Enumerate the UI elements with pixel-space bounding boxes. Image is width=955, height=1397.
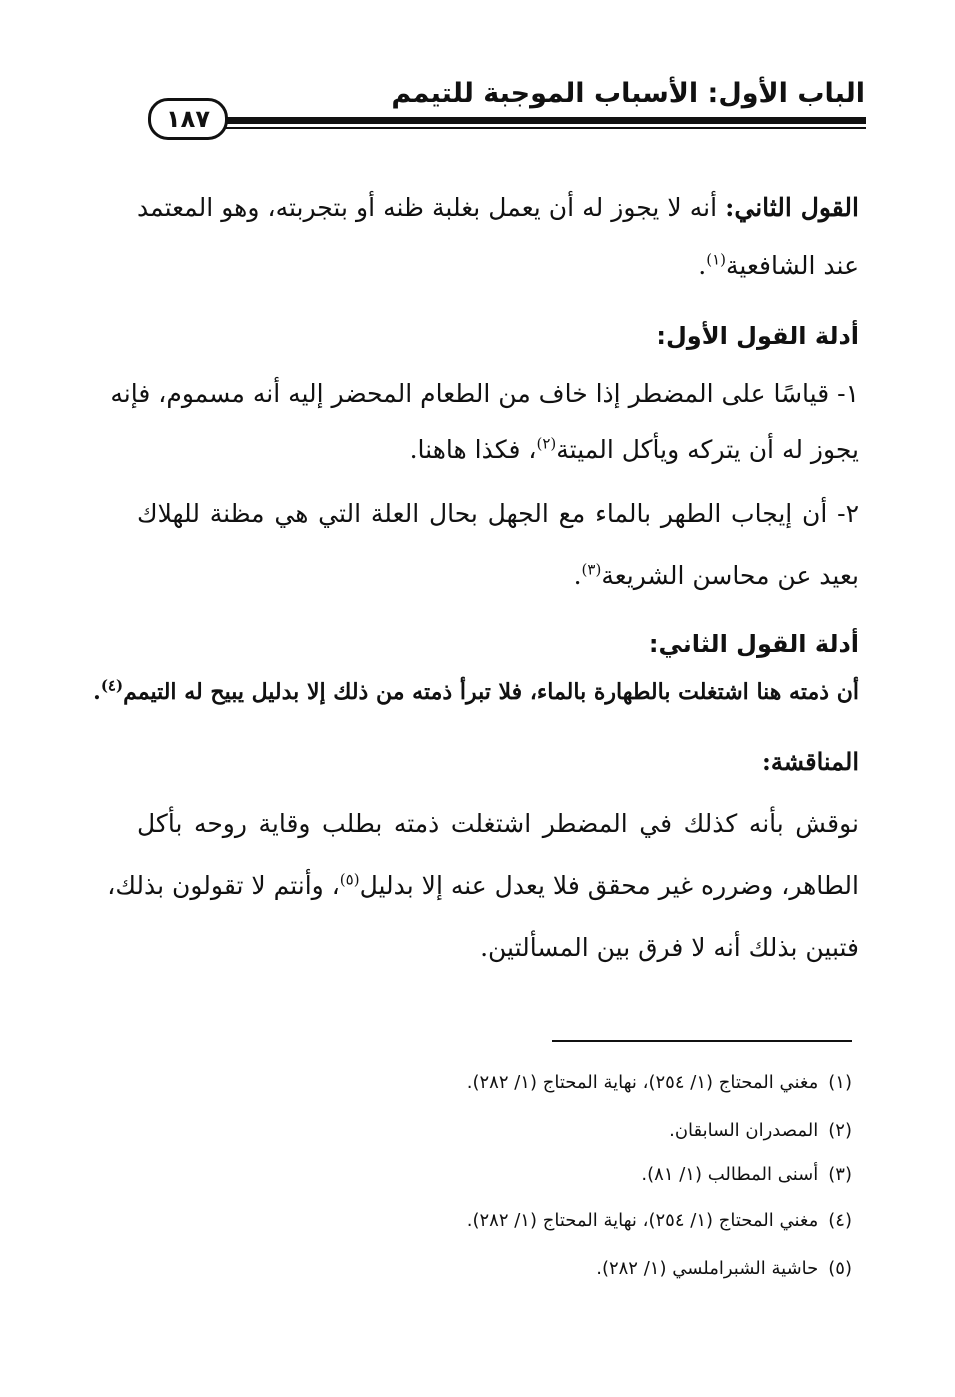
page-number: ١٨٧ [148, 98, 228, 140]
header-rule [210, 117, 866, 124]
list-item-line [137, 556, 859, 596]
footnote-number: (٣) [828, 1164, 852, 1185]
paragraph-text: . [698, 251, 707, 280]
paragraph-text: . [93, 679, 101, 705]
list-item-line: ١- قياسًا على المضطر إذا خاف من الطعام المحضر إليه أنه مسموم، فإنه [110, 379, 859, 408]
paragraph-text: ، وأنتم لا تقولون بذلك، [107, 871, 340, 900]
footnote [212, 1254, 852, 1284]
footnote [212, 1068, 852, 1098]
footnote-number: (٢) [828, 1120, 852, 1141]
paragraph-line [93, 672, 859, 712]
running-title: الباب الأول: الأسباب الموجبة للتيمم [391, 78, 865, 109]
paragraph-line: فتبين بذلك أنه لا فرق بين المسألتين. [480, 933, 859, 962]
footnote-ref: (٢) [536, 434, 557, 453]
footnote-ref: (٣) [581, 560, 602, 579]
paragraph-text: أن ذمته هنا اشتغلت بالطهارة بالماء، فلا تبرأ ذمته من ذلك إلا بدليل يبيح له التيمم [123, 679, 859, 705]
footnote-ref: (٥) [339, 870, 360, 889]
list-item-line: ٢- أن إيجاب الطهر بالماء مع الجهل بحال العلة التي هي مظنة للهلاك [137, 499, 859, 528]
footnote-ref: (٤) [100, 676, 124, 695]
footnote-text: أسنى المطالب (١/ ٨١). [641, 1164, 819, 1185]
list-item-line [137, 430, 859, 470]
paragraph-text: يجوز له أن يتركه ويأكل الميتة [556, 435, 859, 464]
footnote-text: مغني المحتاج (١/ ٢٥٤)، نهاية المحتاج (١/ ٢٨٢). [466, 1072, 819, 1093]
paragraph-text: . [573, 561, 582, 590]
section-heading: أدلة القول الأول: [656, 322, 859, 350]
footnote [212, 1116, 852, 1146]
footnote-ref: (١) [706, 250, 727, 269]
paragraph-text: بعيد عن محاسن الشريعة [601, 561, 859, 590]
paragraph-text: عند الشافعية [726, 251, 859, 280]
paragraph-lead: القول الثاني: [725, 193, 859, 222]
section-heading: أدلة القول الثاني: [648, 630, 859, 658]
paragraph-line [137, 188, 859, 228]
footnote-number: (٤) [828, 1210, 852, 1231]
paragraph-line [107, 866, 859, 906]
header-rule-thin [210, 127, 866, 129]
footnote-text: مغني المحتاج (١/ ٢٥٤)، نهاية المحتاج (١/ ٢٨٢). [466, 1210, 819, 1231]
paragraph-text: أنه لا يجوز له أن يعمل بغلبة ظنه أو بتجربته، وهو المعتمد [137, 193, 726, 222]
section-heading: المناقشة: [761, 747, 859, 776]
footnote-text: حاشية الشبراملسي (١/ ٢٨٢). [596, 1258, 819, 1279]
footnote [212, 1206, 852, 1236]
footnote-number: (١) [828, 1072, 852, 1093]
paragraph-line [137, 246, 859, 286]
paragraph-text: الطاهر، وضرره غير محقق فلا يعدل عنه إلا بدليل [359, 871, 859, 900]
footnote-separator [552, 1040, 852, 1042]
paragraph-text: ، فكذا هاهنا. [409, 435, 537, 464]
paragraph-line: نوقش بأنه كذلك في المضطر اشتغلت ذمته بطلب وقاية روحه بأكل [137, 809, 859, 838]
footnote-text: المصدران السابقان. [669, 1120, 819, 1141]
footnote-number: (٥) [828, 1258, 852, 1279]
footnote [212, 1160, 852, 1190]
